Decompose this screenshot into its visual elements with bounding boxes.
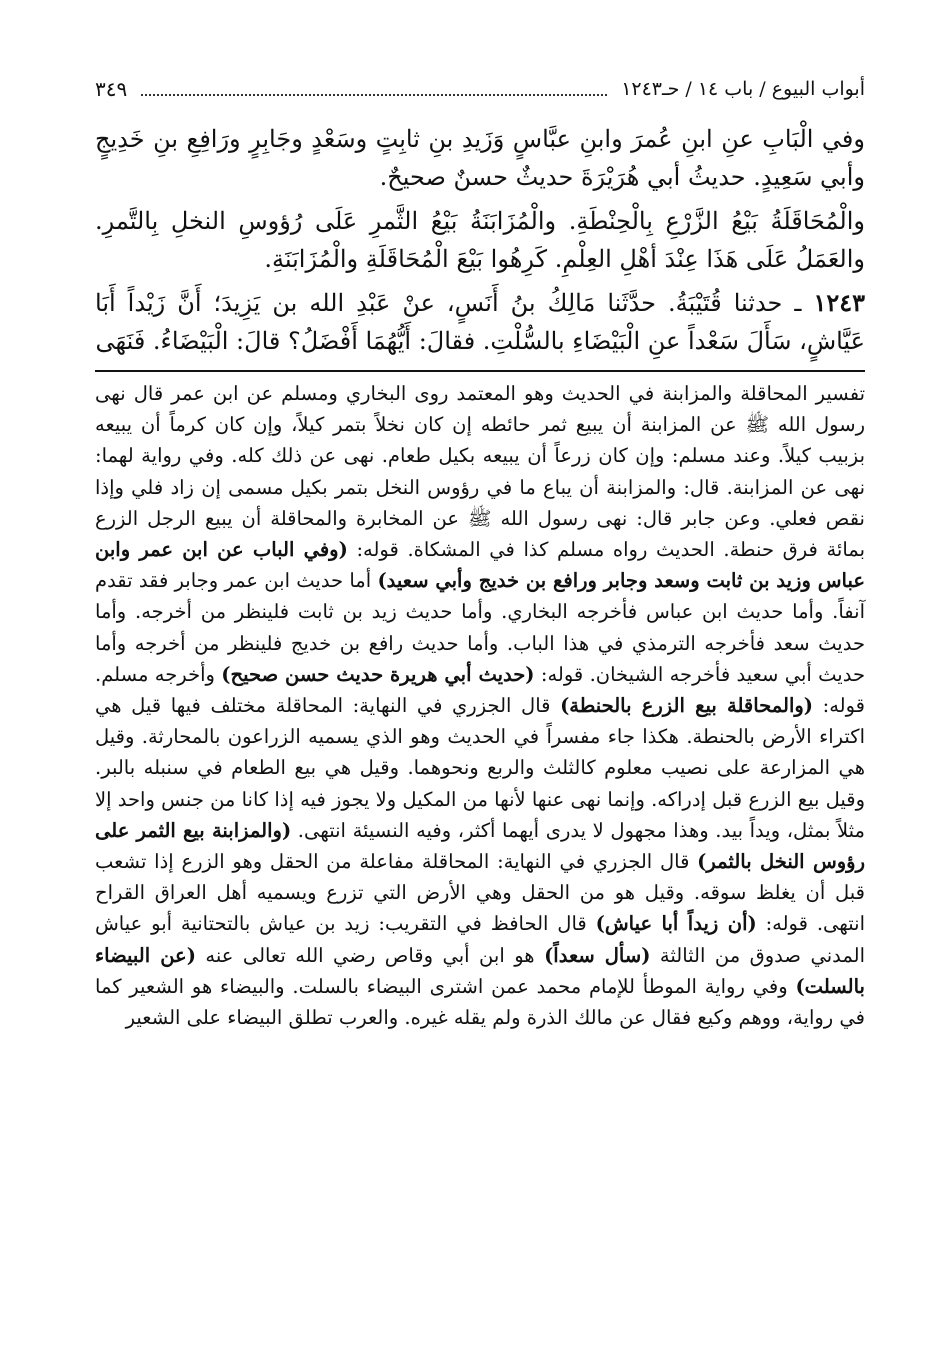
page-number: ٣٤٩: [95, 77, 128, 101]
commentary-text: هو ابن أبي وقاص رضي الله تعالى عنه: [195, 943, 545, 967]
commentary: [95, 378, 865, 1033]
commentary-quote: (أن زيداً أبا عياش): [595, 912, 757, 936]
hadith-paragraph-1: وفي الْبَابِ عنِ ابنِ عُمرَ وابنِ عبَّاسٍ وَزَيدِ بنِ ثابِتٍ وسَعْدٍ وجَابِرٍ ورَافِعِ بنِ خَدِيجٍ وأبي سَعِيدٍ. حديثُ أبي هُرَيْرَةَ حديثٌ حسنٌ صحيحٌ.: [95, 125, 865, 191]
commentary-text: تفسير المحاقلة والمزابنة في الحديث وهو المعتمد روى البخاري ومسلم عن ابن عمر قال نهى رسول الله ﷺ عن المزابنة أن يبيع ثمر حائطه إن كان نخلاً بتمر كيلاً، وإن كان كرماً أن يبيعه بزبيب كيلاً. وعند مسلم: وإن كان زرعاً أن يبيعه بكيل طعام. نهى عن ذلك كله. وفي رواية لهما: نهى عن المزابنة. قال: والمزابنة أن يباع ما في رؤوس النخل بتمر بكيل مسمى إن زاد فلي وإذا نقص فعلي. وعن جابر قال: نهى رسول الله ﷺ عن المخابرة والمحاقلة أن يبيع الرجل الزرع بمائة فرق حنطة. الحديث رواه مسلم كذا في المشكاة. قوله:: [95, 382, 865, 562]
commentary-text: قال الجزري في النهاية: المحاقلة مختلف فيها قيل هي اكتراء الأرض بالحنطة. هكذا جاء مفسراً في الحديث وهو الذي يسميه الزراعون بالمحارثة. وقيل هي المزارعة على نصيب معلوم كالثلث والربع ونحوهما. وقيل هي بيع الطعام في سنبله بالبر. وقيل بيع الزرع قبل إدراكه. وإنما نهى عنها لأنها من المكيل ولا يجوز فيه إذا كانا من جنس واحد إلا مثلاً بمثل، ويداً بيد. وهذا مجهول لا يدرى أيهما أكثر، وفيه النسيئة انتهى.: [95, 694, 865, 842]
hadith-paragraph-2: والْمُحَاقَلَةُ بَيْعُ الزَّرْعِ بِالْحِنْطَةِ. والْمُزَابَنَةُ بَيْعُ الثَّمرِ عَلَى رُؤوسِ النخلِ بِالتَّمرِ. والعَمَلُ عَلَى هَذَا عِنْدَ أهْلِ العِلْمِ. كَرِهُوا بَيْعَ الْمُحَاقَلَةِ والْمُزَابَنَةِ.: [95, 207, 865, 273]
commentary-text: وأخرجه مسلم. قوله:: [95, 662, 865, 718]
commentary-quote: (حديث أبي هريرة حديث حسن صحيح): [221, 662, 535, 686]
commentary-text: قال الحافظ في التقريب: زيد بن عياش بالتحتانية أبو عياش المدني صدوق من الثالثة: [95, 912, 865, 967]
page: [95, 70, 865, 1033]
commentary-text: قال الجزري في النهاية: المحاقلة مفاعلة من الحقل وهو الزرع إذا تشعب قبل أن يغلظ سوقه. وقيل هو من الحقل وهي الأرض التي تزرع ويسميه أهل العراق القراح انتهى. قوله:: [95, 850, 865, 936]
commentary-quote: (والمزابنة بيع الثمر على رؤوس النخل بالثمر): [95, 818, 866, 874]
hadith-paragraph-3: [95, 284, 865, 360]
header-title: أبواب البيوع / باب ١٤ / حـ١٢٤٣: [621, 78, 865, 100]
running-header: [95, 70, 865, 108]
commentary-text: وفي رواية الموطأ للإمام محمد عمن اشترى البيضاء بالسلت. والبيضاء هو الشعير كما في رواية، ووهم وكيع فقال عن مالك الذرة ولم يقله غيره. والعرب تطلق البيضاء على الشعير: [95, 974, 865, 1030]
header-dot-leader: [141, 82, 607, 96]
commentary-quote: (وفي الباب عن ابن عمر وابن عباس وزيد بن ثابت وسعد وجابر ورافع بن خديج وأبي سعيد): [95, 538, 865, 593]
commentary-quote: (والمحاقلة بيع الزرع بالحنطة): [560, 694, 814, 718]
hadith-paragraph-3-text: ـ حدثنا قُتَيْبَةُ. حدَّثَنا مَالِكُ بنُ أَنَسٍ، عنْ عَبْدِ الله بن يَزِيدَ؛ أَنَّ زَيْداً أَبَا عَيَّاشٍ، سَأَلَ سَعْداً عنِ الْبَيْضَاءِ بالسُّلْتِ. فقالَ: أَيُّهُمَا أَفْضَلُ؟ قالَ: الْبَيْضَاءُ. فَنَهَى: [95, 289, 865, 355]
separator-line: [95, 370, 865, 372]
commentary-quote: (عن البيضاء بالسلت): [95, 943, 865, 998]
hadith-number: ١٢٤٣: [813, 288, 865, 317]
commentary-text: أما حديث ابن عمر وجابر فقد تقدم آنفاً. وأما حديث ابن عباس فأخرجه البخاري. وأما حديث زيد بن ثابت فلينظر من أخرجه. وأما حديث سعد فأخرجه الترمذي في هذا الباب. وأما حديث رافع بن خديج فلينظر من أخرجه وأما حديث أبي سعيد فأخرجه الشيخان. قوله:: [95, 569, 865, 686]
hadith-text: [95, 120, 865, 360]
commentary-quote: (سأل سعداً): [544, 943, 651, 967]
